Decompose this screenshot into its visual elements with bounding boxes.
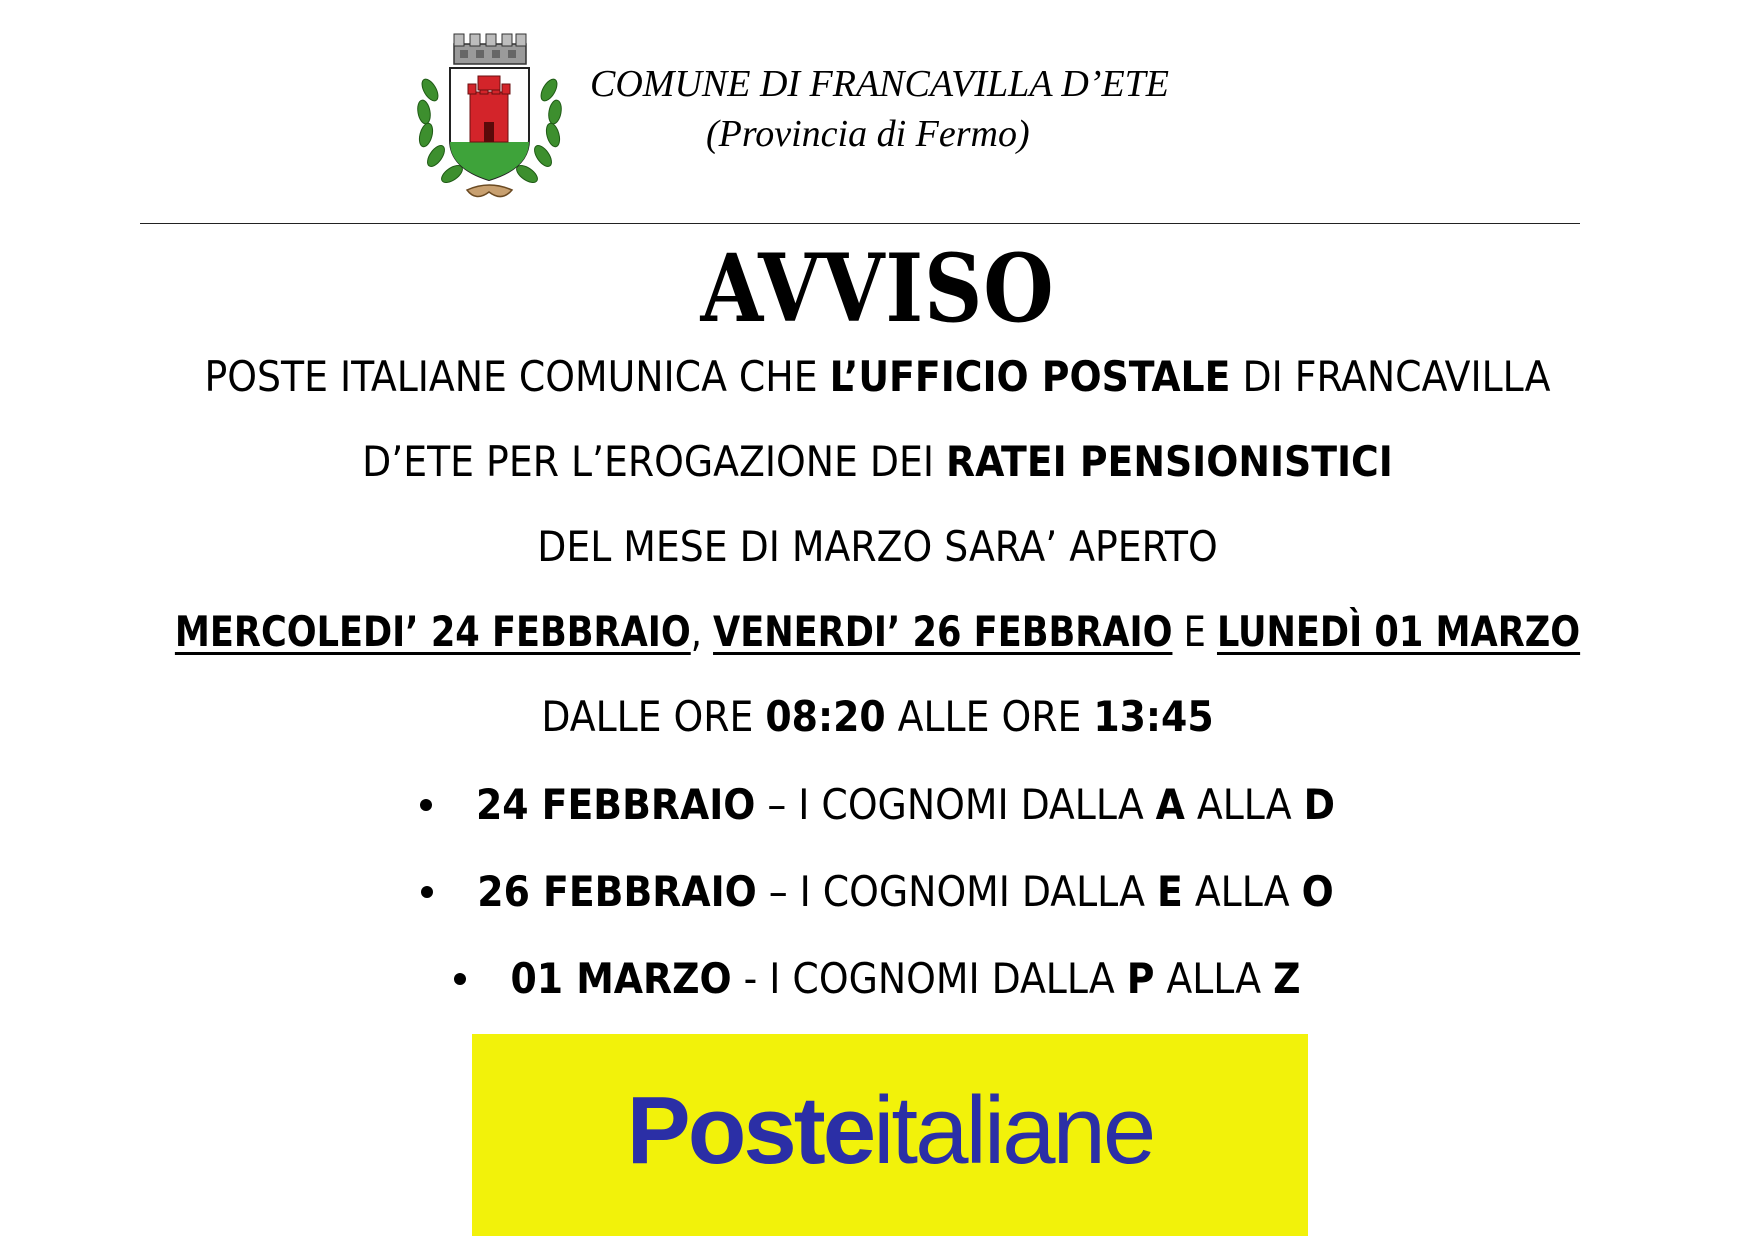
opening-hours-to-label: ALLE ORE — [885, 692, 1094, 741]
notice-line-3: DEL MESE DI MARZO SARA’ APERTO — [537, 522, 1218, 571]
opening-date-3: LUNEDÌ 01 MARZO — [1216, 607, 1581, 656]
schedule-to-letter: O — [1301, 867, 1334, 916]
schedule-to-letter: D — [1303, 780, 1336, 829]
schedule-mid: ALLA — [1182, 867, 1302, 916]
schedule-to-letter: Z — [1273, 954, 1301, 1003]
crown-icon — [454, 34, 526, 64]
opening-time: 08:20 — [765, 692, 886, 741]
schedule-item — [0, 954, 1755, 1004]
schedule-date: 01 MARZO — [510, 954, 732, 1003]
bullet-icon — [454, 973, 466, 985]
schedule-mid: ALLA — [1154, 954, 1274, 1003]
opening-date-sep-2: E — [1172, 607, 1217, 656]
schedule-from-letter: P — [1126, 954, 1155, 1003]
notice-title: AVVISO — [700, 234, 1055, 344]
opening-dates — [0, 607, 1755, 657]
ufficio-postale-bold: L’UFFICIO POSTALE — [829, 352, 1231, 401]
schedule-mid: ALLA — [1184, 780, 1304, 829]
provincia-name: (Provincia di Fermo) — [706, 113, 1030, 155]
poste-italiane-logo-text — [626, 1077, 1154, 1184]
opening-date-1: MERCOLEDI’ 24 FEBBRAIO — [174, 607, 691, 656]
ratei-pensionistici-bold: RATEI PENSIONISTICI — [945, 437, 1393, 486]
schedule-date: 26 FEBBRAIO — [477, 867, 757, 916]
poste-italiane-logo — [472, 1034, 1308, 1236]
schedule-dash: - I COGNOMI DALLA — [731, 954, 1127, 1003]
header-divider — [140, 223, 1580, 224]
notice-line-2-text: D’ETE PER L’EROGAZIONE DEI — [362, 437, 946, 486]
opening-hours-from-label: DALLE ORE — [541, 692, 766, 741]
bullet-icon — [421, 886, 433, 898]
schedule-date: 24 FEBBRAIO — [475, 780, 756, 829]
bullet-icon — [420, 799, 432, 811]
notice-line-1-text: POSTE ITALIANE COMUNICA CHE — [204, 352, 830, 401]
opening-hours — [0, 692, 1755, 742]
notice-line-1 — [0, 352, 1755, 402]
comune-name: COMUNE DI FRANCAVILLA D’ETE — [590, 63, 1169, 105]
notice-line-2 — [0, 437, 1755, 487]
schedule-dash: – I COGNOMI DALLA — [756, 867, 1158, 916]
schedule-item — [0, 867, 1755, 917]
notice-line-1-text-end: DI FRANCAVILLA — [1230, 352, 1551, 401]
town-crest-icon — [412, 30, 567, 205]
closing-time: 13:45 — [1093, 692, 1214, 741]
schedule-item — [0, 780, 1755, 830]
schedule-dash: – I COGNOMI DALLA — [755, 780, 1156, 829]
opening-date-2: VENERDI’ 26 FEBBRAIO — [713, 607, 1173, 656]
logo-part-italiane: italiane — [873, 1077, 1154, 1184]
schedule-from-letter: E — [1157, 867, 1183, 916]
logo-part-poste: Poste — [626, 1077, 874, 1184]
opening-date-sep-1: , — [690, 607, 714, 656]
schedule-from-letter: A — [1155, 780, 1185, 829]
